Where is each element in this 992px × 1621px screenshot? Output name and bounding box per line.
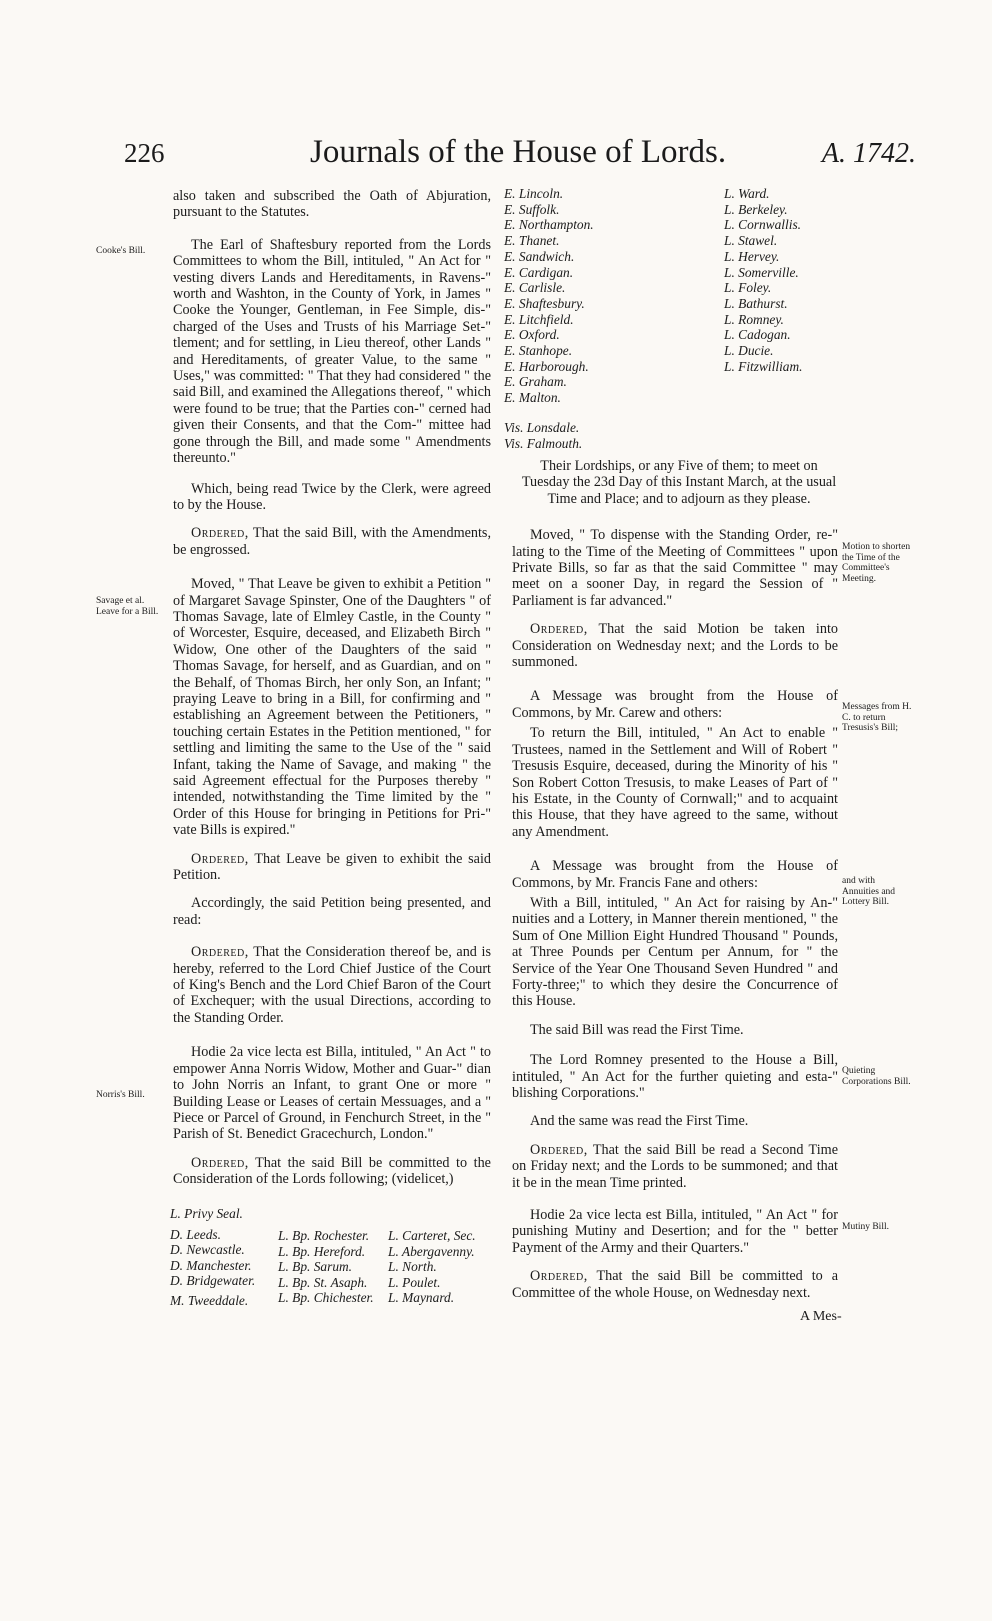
lord-entry: E. Malton. [504,390,561,406]
lord-entry: Vis. Lonsdale. [504,419,580,435]
lord-entry: E. Suffolk. [504,201,560,217]
para-motion: Moved, " To dispense with the Standing Order, re-" lating to the Time of the Meeting of Committees " upon Private Bills, so far as that the said Committee " may meet on a sooner Day, in regard the Session of " Parliament is far advanced." [512,527,838,609]
para-first-time: The said Bill was read the First Time. [530,1021,744,1038]
lord-entry: L. Poulet. [388,1274,441,1290]
order-text: That the said Motion be taken into Consideration on Wednesday next; and the Lords to be summoned. [512,621,839,671]
page-number: 226 [124,138,165,168]
lord-entry: M. Tweeddale. [170,1292,249,1308]
lord-entry: D. Leeds. [170,1226,221,1242]
lord-entry: E. Lincoln. [504,186,564,201]
para-mutiny-order [512,1268,838,1301]
para-accordingly: Accordingly, the said Petition being presented, and read: [173,895,491,928]
order-text: That the Consideration thereof be, and is hereby, referred to the Lord Chief Justice of the Court of King's Bench and the Lord Chief Baron of the Court of Exchequer; with the usual Directions, according to the Standing Order. [173,944,491,1026]
lord-entry: L. Bp. Sarum. [278,1259,353,1275]
lords-list-b [278,1228,374,1306]
lord-entry: E. Cardigan. [504,264,574,280]
margin-note-savage: Savage et al. Leave for a Bill. [96,596,159,617]
para-second-time [512,1142,838,1191]
page-header [110,134,930,178]
margin-note-cooke: Cooke's Bill. [96,246,146,256]
para-leave [173,851,491,884]
order-text: That the said Bill, with the Amendments, be engrossed. [173,525,492,558]
para-message-1-body: To return the Bill, intituled, " An Act to enable " Trustees, named in the Settlement and Will of Robert " Tresusis Esquire, deceased, during the Minority of his " Son Robert Cotton Tresusis, to make Leases of Part of " his Estate, in the County of Cornwall;" and to acquaint this House, that they have agreed to the same, without any Amendment. [512,725,838,840]
ordered-label: Ordered, [530,1141,588,1158]
lord-entry: L. Bathurst. [724,295,788,311]
lord-entry: E. Northampton. [504,217,594,233]
lords-list-barons [724,186,803,374]
page-year: A. 1742. [821,138,916,169]
order-text: That the said Bill be committed to a Committee of the whole House, on Wednesday next. [512,1268,839,1301]
page-title: Journals of the House of Lords. [310,134,727,170]
order-text: That the said Bill be committed to the Consideration of the Lords following; (videlicet,) [173,1154,491,1188]
lords-list-c [388,1228,476,1306]
lords-list-earls [504,186,594,451]
lord-entry: E. Oxford. [504,327,560,343]
para-engross [173,525,491,558]
margin-note-messages: Messages from H. C. to return Tresusis's Bill; [842,702,912,733]
para-oath: also taken and subscribed the Oath of Abjuration, pursuant to the Statutes. [173,188,491,221]
ordered-label: Ordered, [530,1268,588,1285]
lord-entry: L. Fitzwilliam. [724,358,803,374]
lord-entry: D. Bridgewater. [170,1273,256,1289]
lord-entry: L. Bp. Rochester. [278,1228,370,1243]
order-text: That Leave be given to exhibit the said Petition. [173,850,491,884]
para-romney-bill: The Lord Romney presented to the House a Bill, intituled, " An Act for the further quieting and esta-" blishing Corporations." [512,1052,838,1101]
lord-entry: L. Bp. St. Asaph. [278,1274,368,1290]
lord-entry: E. Carlisle. [504,280,566,296]
para-norris-bill: Hodie 2a vice lecta est Billa, intituled, " An Act " to empower Anna Norris Widow, Mother and Guar-" dian to John Norris an Infant, to grant One or more " Building Lease or Leases of certain Messuages, and a " Piece or Parcel of Ground, in Fenchurch Street, in the " Parish of St. Benedict Gracechurch, London." [173,1044,491,1143]
lord-entry: L. Cadogan. [724,327,791,343]
para-refer [173,944,491,1026]
lord-entry: L. Bp. Hereford. [278,1243,366,1259]
margin-note-motion: Motion to shorten the Time of the Committee's Meeting. [842,542,911,584]
margin-note-mutiny: Mutiny Bill. [842,1222,889,1232]
lord-spacer [504,406,594,420]
lords-list-a [170,1206,255,1309]
para-savage-motion: Moved, " That Leave be given to exhibit a Petition " of Margaret Savage Spinster, One of the Daughters " of Thomas Savage, late of Elmley Castle, in the County " of Worcester, Esquire, deceased, and Elizabeth Birch " Widow, One other of the Daughters of the said " Thomas Savage, for herself, and as Guardian, and on " the Behalf, of Thomas Birch, her only Son, an Infant; " praying Leave to bring in a Bill, for confirming and " establishing an Agreement between the Petitioners, " touching certain Estates in the Petition mentioned, " for settling and limiting the same to the Use of the " said Infant, taking the Name of Savage, and making " the said Agreement effectual for the Purposes thereby " intended, notwithstanding the Time limited by the " Order of this House for bringing in Petitions for Pri-" vate Bills is expired." [173,576,491,839]
left-column [173,188,491,1200]
lord-entry: E. Graham. [504,374,567,390]
lord-entry: D. Newcastle. [170,1242,245,1258]
margin-note-norris: Norris's Bill. [96,1090,145,1100]
catchword: A Mes- [800,1309,842,1324]
lord-entry: E. Litchfield. [504,311,574,327]
lord-entry: L. Abergavenny. [388,1243,475,1259]
lord-entry: L. Hervey. [724,248,780,264]
lord-entry: E. Shaftesbury. [504,295,585,311]
lord-entry: E. Stanhope. [504,343,573,359]
para-read-twice: Which, being read Twice by the Clerk, were agreed to by the House. [173,480,491,513]
lord-entry: E. Harborough. [504,358,589,374]
lord-entry: L. Cornwallis. [724,217,802,233]
lord-entry: L. Bp. Chichester. [278,1290,374,1306]
ordered-label: Ordered, [530,621,588,638]
right-column [512,458,838,1313]
lord-entry: L. North. [388,1259,437,1275]
lord-entry: L. Carteret, Sec. [388,1228,476,1243]
lord-entry: E. Thanet. [504,233,560,249]
para-message-2-body: With a Bill, intituled, " An Act for raising by An-" nuities and a Lottery, in Manner therein mentioned, " the Sum of One Million Eight Hundred Thousand " Pounds, at Three Pounds per Centum per Annum, for " the Service of the Year One Thousand Seven Hundred " and Forty-three;" to which they desire the Concurrence of this House. [512,894,838,1010]
para-meet: Their Lordships, or any Five of them; to meet on Tuesday the 23d Day of this Instant March, at the usual Time and Place; and to adjourn as they please. [521,458,837,507]
para-message-2: A Message was brought from the House of Commons, by Mr. Francis Fane and others: [512,858,838,891]
para-cooke-report: The Earl of Shaftesbury reported from the Lords Committees to whom the Bill, intituled, " An Act for " vesting divers Lands and Hereditaments, in Ravens-" worth and Washton, in the County of York, in James " Cooke the Younger, Gentleman, in Fee Simple, dis-" charged of the Uses and Trusts of his Marriage Set-" tlement; and for settling, in Lieu thereof, other Lands " and Hereditaments, of greater Value, to the same " Uses," was committed: " That they had considered " the said Bill, and examined the Allegations thereof, " which were found to be true; that the Parties con-" cerned had given their Consents, and that the Com-" mittee had gone through the Bill, and made some " Amendments thereunto." [173,236,491,467]
lord-entry: L. Foley. [724,280,772,296]
lord-entry: L. Somerville. [724,264,799,280]
ordered-label: Ordered, [191,1154,249,1171]
lord-entry: L. Ward. [724,186,770,201]
ordered-label: Ordered, [191,944,249,961]
ordered-label: Ordered, [191,525,249,542]
lord-entry: L. Maynard. [388,1290,455,1306]
ordered-label: Ordered, [191,850,249,867]
para-same-first: And the same was read the First Time. [530,1113,749,1130]
margin-note-quieting: Quieting Corporations Bill. [842,1066,911,1087]
lord-entry: D. Manchester. [170,1257,252,1273]
para-commit [173,1155,491,1188]
order-text: That the said Bill be read a Second Time on Friday next; and the Lords to be summoned; and that it be in the mean Time printed. [512,1141,838,1191]
lord-entry: L. Stawel. [724,233,778,249]
lord-entry: L. Privy Seal. [170,1206,243,1221]
lord-entry: E. Sandwich. [504,248,575,264]
margin-note-annuities: and with Annuities and Lottery Bill. [842,876,896,907]
lord-entry: L. Romney. [724,311,784,327]
para-motion-order [512,621,838,670]
lord-entry: Vis. Falmouth. [504,435,583,451]
para-mutiny-bill: Hodie 2a vice lecta est Billa, intituled, " An Act " for punishing Mutiny and Desertion; and for the " better Payment of the Army and their Quarters." [512,1207,838,1256]
para-message-1: A Message was brought from the House of Commons, by Mr. Carew and others: [512,688,838,721]
lord-entry: L. Ducie. [724,343,774,359]
lord-entry: L. Berkeley. [724,201,788,217]
